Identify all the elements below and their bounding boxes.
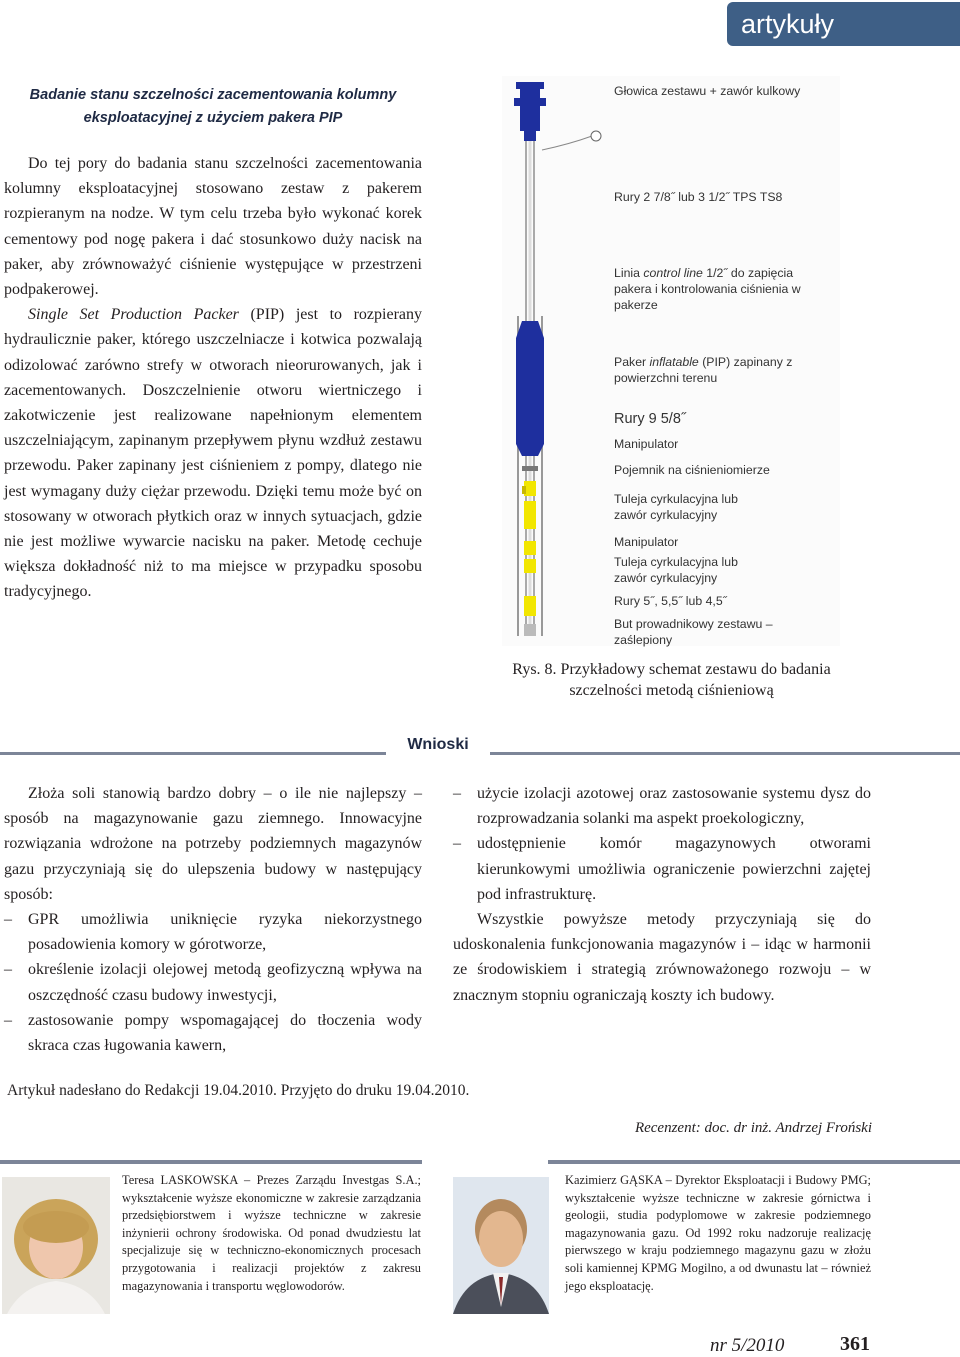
paragraph: Wszystkie powyższe metody przyczyniają się do udoskonalenia funkcjonowania magazynów i – idąc w harmonii ze środowiskiem i strategią zrównoważonego rozwoju – w znacznym stopniu ograniczają koszty ich budowy. (453, 911, 871, 1004)
divider (0, 752, 386, 755)
divider (548, 1160, 960, 1164)
paragraph (4, 302, 422, 604)
paragraph-text: (PIP) jest to rozpierany hydraulicznie paker, którego uszczelniacze i kotwica pozwalają odizolować zarówno strefy w otworach nieorurowanych, jak i zacementowanych. Doszczelnienie otworu wiertniczego i zakotwiczenie jest realizowane napełnionym elementem uszczelniającym, zapinanym przepływem płynu wzdłuż zestawu przewodu. Paker zapinany jest ciśnieniem z pompy, dlatego nie jest wymagany duży ciężar przewodu. Dzięki temu może być on stosowany w otworach płytkich oraz w innych sytuacjach, gdzie nie jest możliwe wywarcie nacisku na paker. Metodę cechuje większa dokładność niż to ma miejsce w przypadku sposobu tradycyjnego. (4, 306, 422, 601)
fig-label: Rury 2 7/8˝ lub 3 1/2˝ TPS TS8 (614, 190, 783, 204)
fig-label: But prowadnikowy zestawu – zaślepiony (614, 617, 773, 647)
list-item: – udostępnienie komór magazynowych otworami kierunkowymi umożliwia ograniczenie powierzchni zajętej pod infrastrukturę. (453, 835, 871, 903)
paragraph: Do tej pory do badania stanu szczelności zacementowania kolumny eksploatacyjnej stosowano zestaw z pakerem rozpieranym na nodze. W tym celu trzeba było wykonać korek cementowy pod nogę pakera i dać stosunkowo duży nacisk na paker, aby zrównoważyć ciśnienie występujące w przestrzeni podpakerowej. (4, 155, 422, 299)
fig-label: Manipulator (614, 535, 679, 549)
fig-label: Tuleja cyrkulacyjna lub zawór cyrkulacyjny (614, 555, 738, 585)
author-photo-laskowska (2, 1177, 110, 1314)
fig-label: Pojemnik na ciśnieniomierze (614, 463, 770, 477)
author-photo-gaska (453, 1177, 549, 1314)
fig-label: Manipulator (614, 437, 679, 451)
conclusions-left-column (4, 781, 422, 1058)
gauge-carrier-icon (524, 501, 536, 529)
pressure-gauge-icon (591, 131, 601, 141)
divider (490, 752, 960, 755)
list-item: – GPR umożliwia uniknięcie ryzyka niekorzystnego posadowienia komory w górotworze, (4, 911, 422, 954)
page-number: 361 (840, 1333, 870, 1355)
fig-label: Paker inflatable (PIP) zapinany z powierzchni terenu (614, 355, 793, 385)
figure-caption: Rys. 8. Przykładowy schemat zestawu do badania szczelności metodą ciśnieniową (512, 661, 831, 699)
conclusions-right-column (453, 781, 871, 1008)
submission-note: Artykuł nadesłano do Redakcji 19.04.2010. Przyjęto do druku 19.04.2010. (7, 1082, 470, 1099)
author-bio-gaska: Kazimierz GĄSKA – Dyrektor Eksploatacji i Budowy PMG; wykształcenie wyższe techniczne w zakresie górnictwa i geologii, studia podyplomowe w zakresie podziemnego magazynowania gazu. Od 1992 roku nadzoruje realizację pierwszego w kraju podziemnego magazynu gazu w złożu soli kamiennej KPMG Mogilno, a od dwunastu lat – również jego eksploatację. (565, 1173, 871, 1293)
author-bio-laskowska: Teresa LASKOWSKA – Prezes Zarządu Investgas S.A.; wykształcenie wyższe ekonomiczne w zakresie zarządzania przedsiębiorstwem i wyższe techniczne w zakresie inżynierii ochrony środowiska. Od ponad dwudziestu lat specjalizuje się w techniczno-ekonomicznych procesach przygotowania i realizacji projektów z zakresu magazynowania i transportu węglowodorów. (122, 1173, 421, 1293)
italic-term: Single Set Production Packer (28, 306, 239, 324)
fig-label: Linia control line 1/2˝ do zapięcia pakera i kontrolowania ciśnienia w pakerze (614, 266, 801, 312)
issue-number: nr 5/2010 (710, 1335, 785, 1356)
fig-label: Rury 5˝, 5,5˝ lub 4,5˝ (614, 594, 727, 608)
paragraph: Złoża soli stanowią bardzo dobry – o ile nie najlepszy – sposób na magazynowanie gazu ziemnego. Innowacyjne rozwiązania wdrożone na potrzeby podziemnych magazynów gazu przyczyniają się do ulepszenia budowy w następujący sposób: (4, 785, 422, 903)
divider (0, 1160, 422, 1164)
fig-label: Rury 9 5/8˝ (614, 411, 686, 427)
inflatable-packer-icon (516, 321, 544, 456)
fig-label: Tuleja cyrkulacyjna lub zawór cyrkulacyjny (614, 492, 738, 522)
fig-label: Głowica zestawu + zawór kulkowy (614, 84, 801, 98)
subheading: Badanie stanu szczelności zacementowania kolumny eksploatacyjnej z użyciem pakera PIP (29, 87, 397, 126)
section-tag: artykuły (727, 2, 960, 46)
list-item: – użycie izolacji azotowej oraz zastosowanie systemu dysz do rozprowadzania solanki ma aspekt proekologiczny, (453, 785, 871, 828)
left-top-column (4, 151, 422, 605)
guide-shoe-icon (524, 624, 536, 636)
list-item: – zastosowanie pompy wspomagającej do tłoczenia wody skraca czas ługowania kawern, (4, 1011, 422, 1055)
circulating-sub-icon (524, 541, 536, 555)
reviewer-note: Recenzent: doc. dr inż. Andrzej Froński (634, 1120, 872, 1136)
wellhead-valve-icon (516, 82, 544, 89)
list-item: – określenie izolacji olejowej metodą geofizyczną wpływa na oszczędność czasu budowy inwestycji, (4, 961, 422, 1004)
section-heading: Wnioski (407, 736, 469, 753)
